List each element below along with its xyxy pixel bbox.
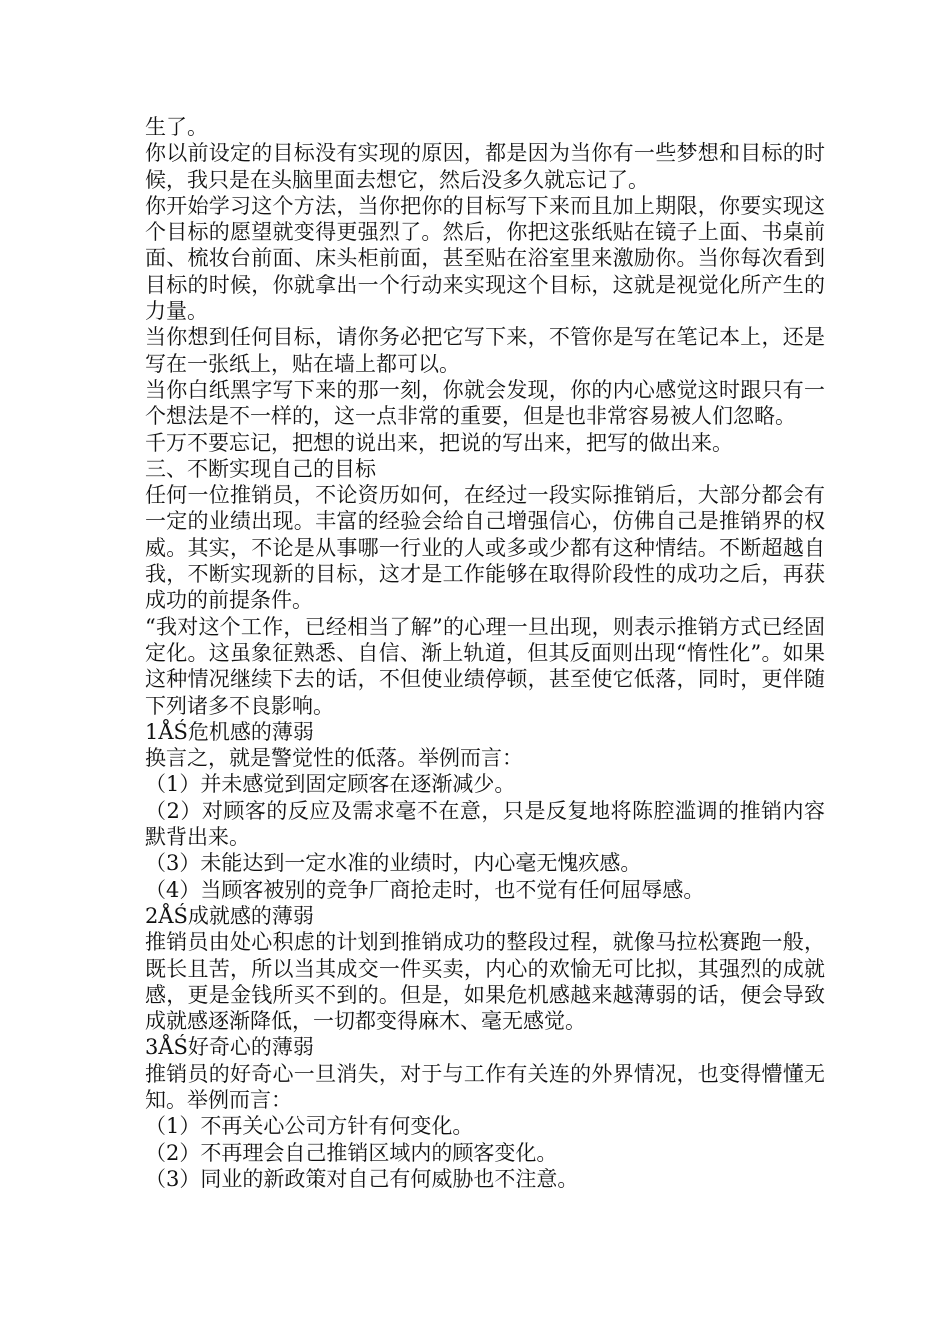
subheading: 3ÅŚ好奇心的薄弱 (145, 1035, 314, 1060)
list-item: （3）未能达到一定水准的业绩时，内心毫无愧疚感。 (145, 851, 642, 876)
paragraph: 换言之，就是警觉性的低落。举例而言： (145, 746, 523, 771)
list-item: （2）对顾客的反应及需求毫不在意，只是反复地将陈腔滥调的推销内容默背出来。 (145, 798, 825, 850)
list-item: （3）同业的新政策对自己有何威胁也不注意。 (145, 1166, 579, 1191)
paragraph: “我对这个工作，已经相当了解”的心理一旦出现，则表示推销方式已经固定化。这虽象征熟悉、自信、渐上轨道，但其反面则出现“惰性化”。如果这种情况继续下去的话，不但使业绩停顿，甚至使它低落，同时，更伴随下列诸多不良影响。 (145, 614, 825, 718)
list-item: （2）不再理会自己推销区域内的顾客变化。 (145, 1140, 558, 1165)
paragraph: 当你想到任何目标，请你务必把它写下来，不管你是写在笔记本上，还是写在一张纸上，贴在墙上都可以。 (145, 325, 825, 376)
paragraph-continuation: 生了。 (145, 115, 208, 139)
paragraph: 你开始学习这个方法，当你把你的目标写下来而且加上期限，你要实现这个目标的愿望就变得更强烈了。然后，你把这张纸贴在镜子上面、书桌前面、梳妆台前面、床头柜前面，甚至贴在浴室里来激励你。当你每次看到目标的时候，你就拿出一个行动来实现这个目标，这就是视觉化所产生的力量。 (145, 193, 825, 324)
paragraph: 当你白纸黑字写下来的那一刻，你就会发现，你的内心感觉这时跟只有一个想法是不一样的，这一点非常的重要，但是也非常容易被人们忽略。 (145, 377, 825, 429)
paragraph: 任何一位推销员，不论资历如何，在经过一段实际推销后，大部分都会有一定的业绩出现。丰富的经验会给自己增强信心，仿佛自己是推销界的权威。其实，不论是从事哪一行业的人或多或少都有这种情结。不断超越自我，不断实现新的目标，这才是工作能够在取得阶段性的成功之后，再获成功的前提条件。 (145, 483, 825, 613)
document-body (145, 114, 825, 1192)
section-heading: 三、不断实现自己的目标 (145, 456, 376, 481)
list-item: （4）当顾客被别的竞争厂商抢走时，也不觉有任何屈辱感。 (145, 877, 705, 902)
list-item: （1）不再关心公司方针有何变化。 (145, 1114, 474, 1139)
subheading: 1ÅŚ危机感的薄弱 (145, 719, 314, 744)
subheading: 2ÅŚ成就感的薄弱 (145, 903, 314, 928)
paragraph: 千万不要忘记，把想的说出来，把说的写出来，把写的做出来。 (145, 430, 733, 455)
list-item: （1）并未感觉到固定顾客在逐渐减少。 (145, 772, 516, 797)
paragraph: 你以前设定的目标没有实现的原因，都是因为当你有一些梦想和目标的时候，我只是在头脑里面去想它，然后没多久就忘记了。 (145, 141, 825, 192)
paragraph: 推销员的好奇心一旦消失，对于与工作有关连的外界情况，也变得懵懂无知。举例而言： (145, 1061, 825, 1112)
paragraph: 推销员由处心积虑的计划到推销成功的整段过程，就像马拉松赛跑一般，既长且苦，所以当其成交一件买卖，内心的欢愉无可比拟，其强烈的成就感，更是金钱所买不到的。但是，如果危机感越来越薄弱的话，便会导致成就感逐渐降低，一切都变得麻木、毫无感觉。 (145, 930, 825, 1034)
